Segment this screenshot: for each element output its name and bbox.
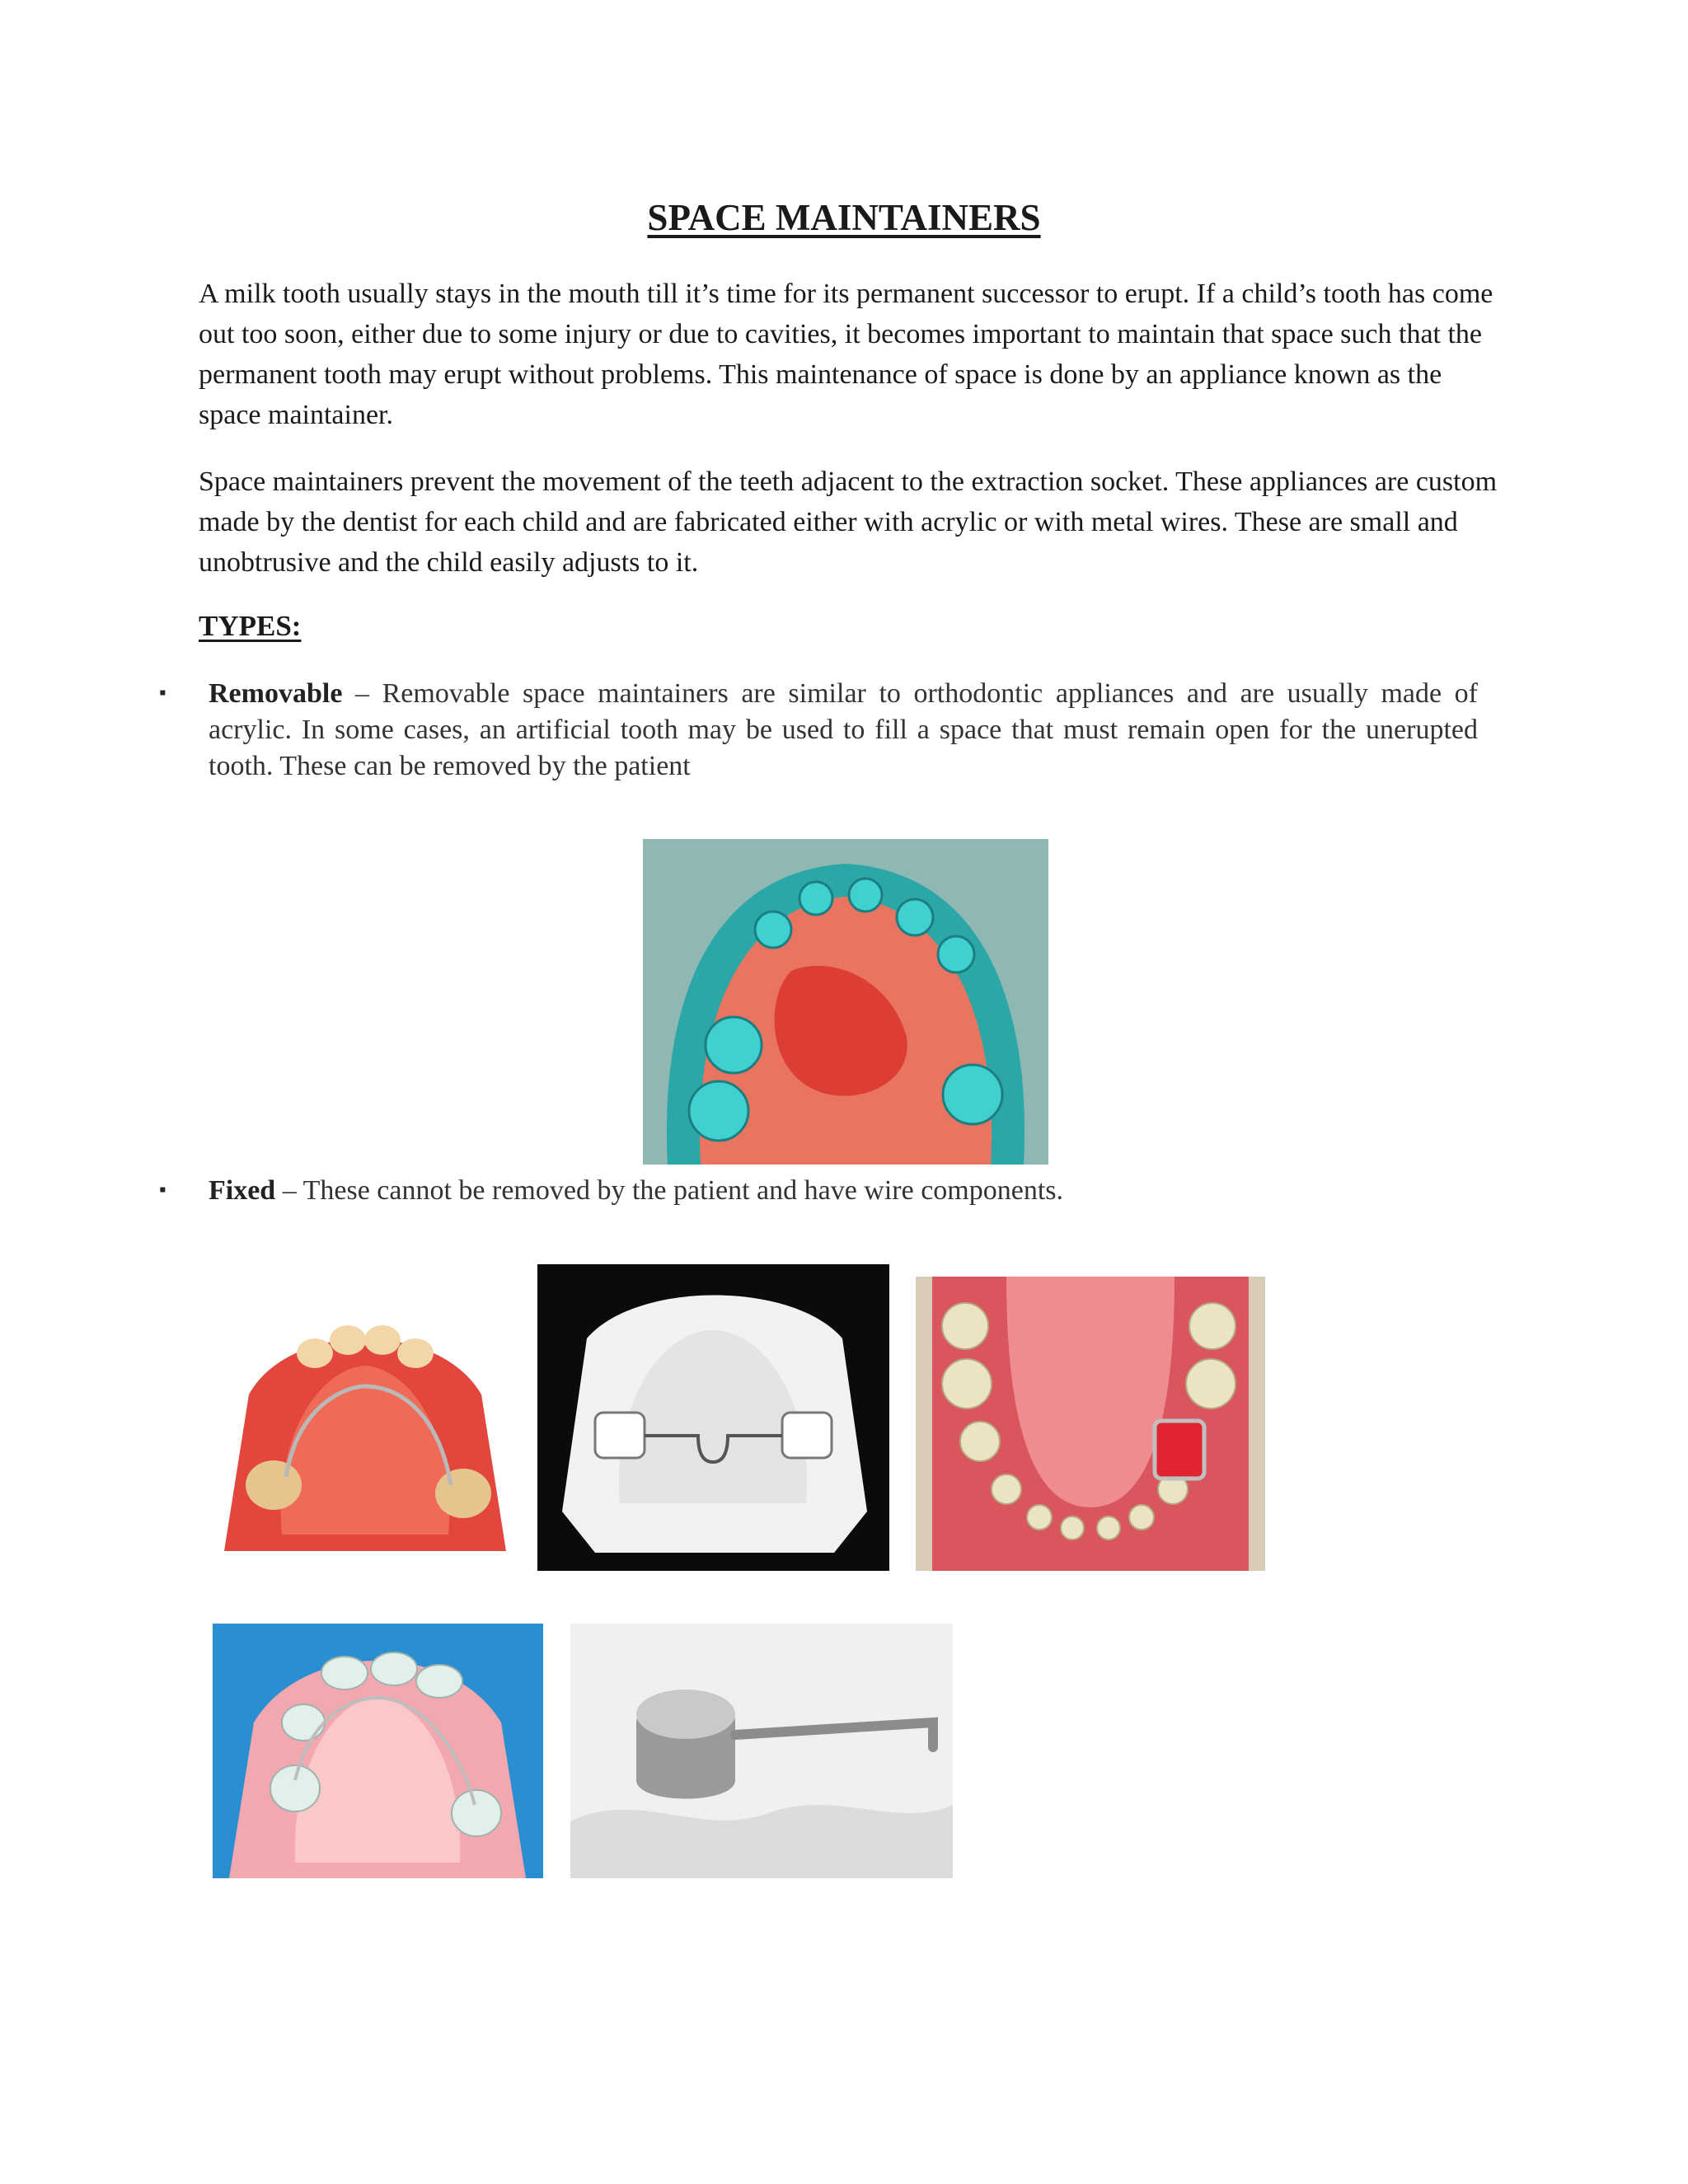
page-title: SPACE MAINTAINERS (647, 197, 1041, 238)
type-fixed (209, 1173, 1478, 1209)
removable-appliance-photo (643, 839, 1048, 1165)
fixed-appliance-photo-5 (570, 1624, 953, 1878)
type-separator: – (342, 678, 382, 709)
type-removable (209, 676, 1478, 785)
type-description: These cannot be removed by the patient and have wire components. (302, 1175, 1064, 1206)
bullet-square-icon: ▪ (159, 1179, 166, 1201)
fixed-appliance-photo-4 (213, 1624, 543, 1878)
intro-paragraph: A milk tooth usually stays in the mouth till it’s time for its permanent successor to erupt. If a child’s tooth has come out too soon, either due to some injury or due to cavities, it becomes important to maintain that space such that the permanent tooth may erupt without problems. This maintenance of space is done by an appliance known as the space maintainer. (199, 279, 1493, 430)
types-heading: TYPES: (199, 610, 302, 642)
fixed-appliance-photo-1 (216, 1304, 514, 1569)
fixed-appliance-photo-3 (916, 1277, 1265, 1571)
type-description: Removable space maintainers are similar to orthodontic appliances and are usually made of acrylic. In some cases, an artificial tooth may be used to fill a space that must remain open for the unerupted tooth. These can be removed by the patient (209, 678, 1479, 781)
type-separator: – (275, 1175, 303, 1206)
bullet-square-icon: ▪ (159, 682, 166, 704)
function-paragraph: Space maintainers prevent the movement of the teeth adjacent to the extraction socket. These appliances are custom made by the dentist for each child and are fabricated either with acrylic or with metal wires. These are small and unobtrusive and the child easily adjusts to it. (199, 466, 1498, 578)
type-term: Removable (209, 678, 343, 709)
fixed-appliance-photo-2 (537, 1264, 889, 1571)
type-term: Fixed (209, 1175, 276, 1206)
